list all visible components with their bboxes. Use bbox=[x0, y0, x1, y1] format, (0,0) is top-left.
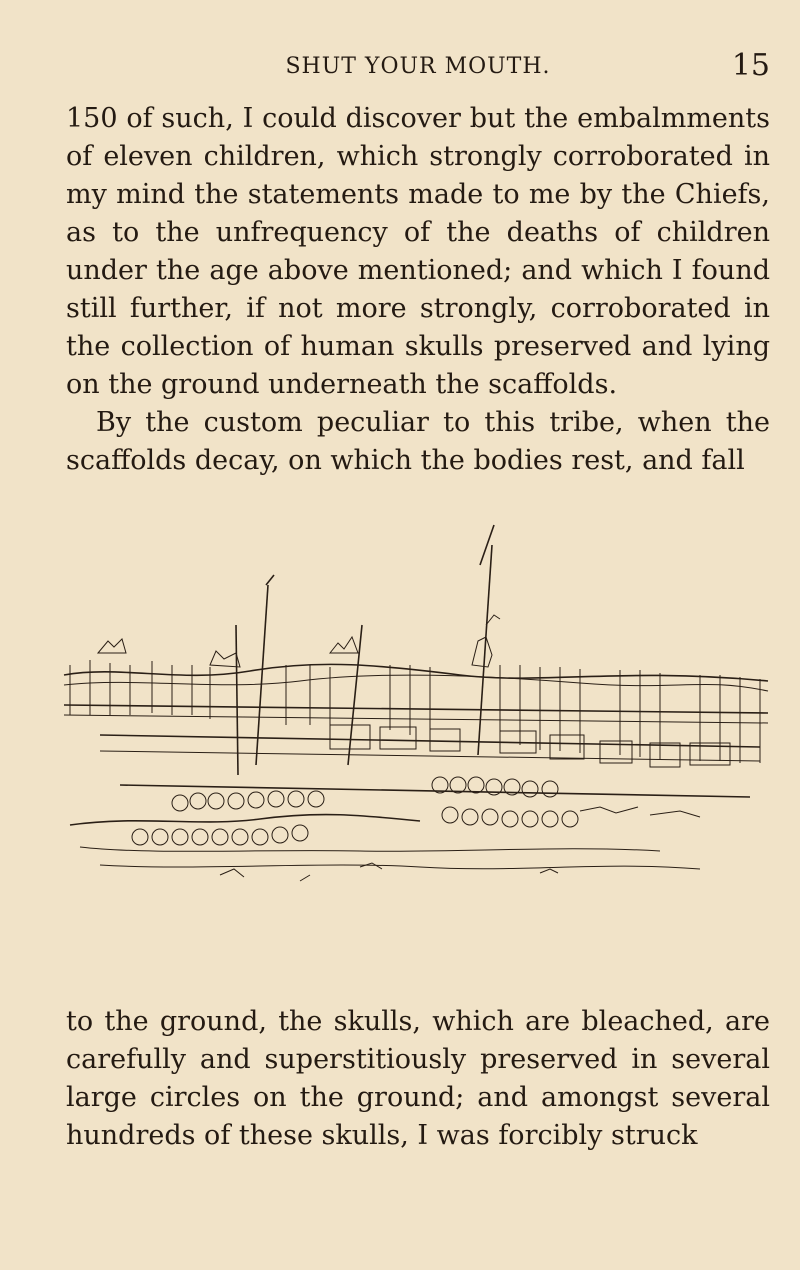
paragraph: 150 of such, I could discover but the embalmments of eleven children, which strongly corroborated in my mind the statements made to me by the Chiefs, as to the unfrequency of the deaths of children under the age above mentioned; and which I found still further, if not more strongly, corroborated in the collection of human skulls preserved and lying on the ground underneath the scaffolds. bbox=[66, 103, 770, 400]
paragraph: to the ground, the skulls, which are bleached, are carefully and superstitiously preserved in several large circles on the ground; and amongst several hundreds of these skulls, I was forcibly struck bbox=[66, 1006, 770, 1151]
running-title: SHUT YOUR MOUTH. bbox=[285, 54, 551, 79]
body-text-bottom bbox=[66, 1003, 770, 1155]
running-head bbox=[66, 48, 770, 82]
scaffold-figures bbox=[98, 615, 500, 667]
burial-scaffolds-illustration bbox=[60, 515, 772, 905]
paragraph: By the custom peculiar to this tribe, when the scaffolds decay, on which the bodies rest, and fall bbox=[66, 407, 770, 476]
page-number: 15 bbox=[731, 48, 770, 83]
scaffolds-engraving bbox=[60, 515, 772, 905]
body-text-top bbox=[66, 100, 770, 480]
